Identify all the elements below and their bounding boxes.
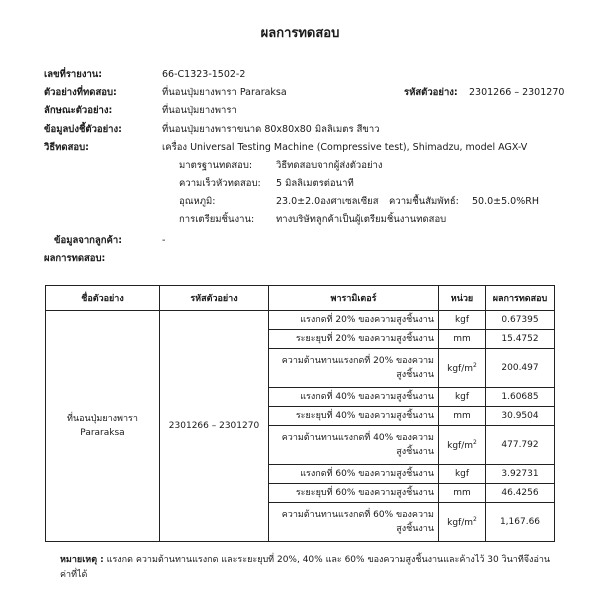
unit-cell (439, 311, 486, 330)
parameter-cell: ความต้านทานแรงกดที่ 20% ของความสูงชิ้นงาน (269, 349, 439, 388)
result-cell: 477.792 (486, 426, 555, 465)
temperature-label: อุณหภูมิ: (179, 196, 216, 207)
sample-code-cell: 2301266 – 2301270 (160, 311, 269, 542)
unit-cell (439, 426, 486, 465)
sample-value: ที่นอนปุ่มยางพารา Pararaksa (162, 87, 287, 98)
standard-label: มาตรฐานทดสอบ: (179, 160, 253, 171)
sample-name-cell: ที่นอนปุ่มยางพารา Pararaksa (46, 311, 160, 542)
header-result: ผลการทดสอบ (486, 286, 555, 311)
unit-cell (439, 349, 486, 388)
parameter-cell: แรงกดที่ 20% ของความสูงชิ้นงาน (269, 311, 439, 330)
unit-cell (439, 503, 486, 542)
standard-value: วิธีทดสอบจากผู้ส่งตัวอย่าง (276, 160, 383, 171)
humidity-label: ความชื้นสัมพัทธ์: (389, 196, 459, 207)
unit-text: kgf/m (447, 518, 474, 528)
result-cell: 30.9504 (486, 407, 555, 426)
table-header-row (46, 286, 555, 311)
customer-label: ข้อมูลจากลูกค้า: (54, 235, 122, 246)
result-cell: 1.60685 (486, 388, 555, 407)
preparation-label: การเตรียมชิ้นงาน: (179, 214, 255, 225)
unit-cell (439, 465, 486, 484)
unit-superscript: 2 (473, 439, 477, 446)
header-sample-code: รหัสตัวอย่าง (160, 286, 269, 311)
parameter-cell: ระยะยุบที่ 20% ของความสูงชิ้นงาน (269, 330, 439, 349)
result-cell: 200.497 (486, 349, 555, 388)
parameter-cell: ระยะยุบที่ 40% ของความสูงชิ้นงาน (269, 407, 439, 426)
header-parameter: พารามิเตอร์ (269, 286, 439, 311)
note-label: หมายเหตุ : (60, 555, 104, 565)
unit-superscript: 2 (473, 516, 477, 523)
unit-text: kgf (454, 315, 470, 325)
unit-text: mm (453, 334, 471, 344)
unit-cell (439, 330, 486, 349)
sample-code-value: 2301266 – 2301270 (469, 87, 565, 98)
unit-cell (439, 407, 486, 426)
method-value: เครื่อง Universal Testing Machine (Compressive test), Shimadzu, model AGX-V (162, 142, 528, 153)
unit-cell (439, 388, 486, 407)
result-cell: 46.4256 (486, 484, 555, 503)
footnote (60, 553, 560, 583)
page-title: ผลการทดสอบ (260, 26, 340, 41)
parameter-cell: ความต้านทานแรงกดที่ 60% ของความสูงชิ้นงาน (269, 503, 439, 542)
header-sample-name: ชื่อตัวอย่าง (46, 286, 160, 311)
method-label: วิธีทดสอบ: (44, 142, 89, 153)
sample-code-label: รหัสตัวอย่าง: (404, 87, 458, 98)
header-unit: หน่วย (439, 286, 486, 311)
temperature-value: 23.0±2.0องศาเซลเซียส (276, 196, 379, 207)
results-label: ผลการทดสอบ: (44, 253, 106, 264)
unit-text: kgf (454, 392, 470, 402)
parameter-cell: ความต้านทานแรงกดที่ 40% ของความสูงชิ้นงาน (269, 426, 439, 465)
parameter-cell: แรงกดที่ 40% ของความสูงชิ้นงาน (269, 388, 439, 407)
parameter-cell: แรงกดที่ 60% ของความสูงชิ้นงาน (269, 465, 439, 484)
report-no: 66-C1323-1502-2 (162, 69, 246, 80)
detail-value: ที่นอนปุ่มยางพาราขนาด 80x80x80 มิลลิเมตร สีขาว (162, 124, 380, 135)
humidity-value: 50.0±5.0%RH (472, 196, 539, 207)
preparation-value: ทางบริษัทลูกค้าเป็นผู้เตรียมชิ้นงานทดสอบ (276, 214, 447, 225)
unit-text: kgf/m (447, 441, 474, 451)
results-table (45, 285, 555, 542)
unit-cell (439, 484, 486, 503)
report-no-label: เลขที่รายงาน: (44, 69, 103, 80)
speed-label: ความเร็วหัวทดสอบ: (179, 178, 261, 189)
result-cell: 3.92731 (486, 465, 555, 484)
sample-label: ตัวอย่างที่ทดสอบ: (44, 87, 117, 98)
characteristic-label: ลักษณะตัวอย่าง: (44, 105, 113, 116)
unit-text: mm (453, 411, 471, 421)
table-row (46, 311, 555, 330)
parameter-cell: ระยะยุบที่ 60% ของความสูงชิ้นงาน (269, 484, 439, 503)
unit-text: kgf/m (447, 364, 474, 374)
result-cell: 15.4752 (486, 330, 555, 349)
result-cell: 0.67395 (486, 311, 555, 330)
speed-value: 5 มิลลิเมตรต่อนาที (276, 178, 354, 189)
note-text: แรงกด ความต้านทานแรงกด และระยะยุบที่ 20%, 40% และ 60% ของความสูงชิ้นงานและค้างไว้ 30 วินาทีจึงอ่านค่าที่ได้ (60, 555, 551, 580)
result-cell: 1,167.66 (486, 503, 555, 542)
unit-text: mm (453, 488, 471, 498)
characteristic-value: ที่นอนปุ่มยางพารา (162, 105, 237, 116)
customer-value: - (162, 235, 166, 246)
unit-superscript: 2 (473, 362, 477, 369)
detail-label: ข้อมูลบ่งชี้ตัวอย่าง: (44, 124, 122, 135)
unit-text: kgf (454, 469, 470, 479)
